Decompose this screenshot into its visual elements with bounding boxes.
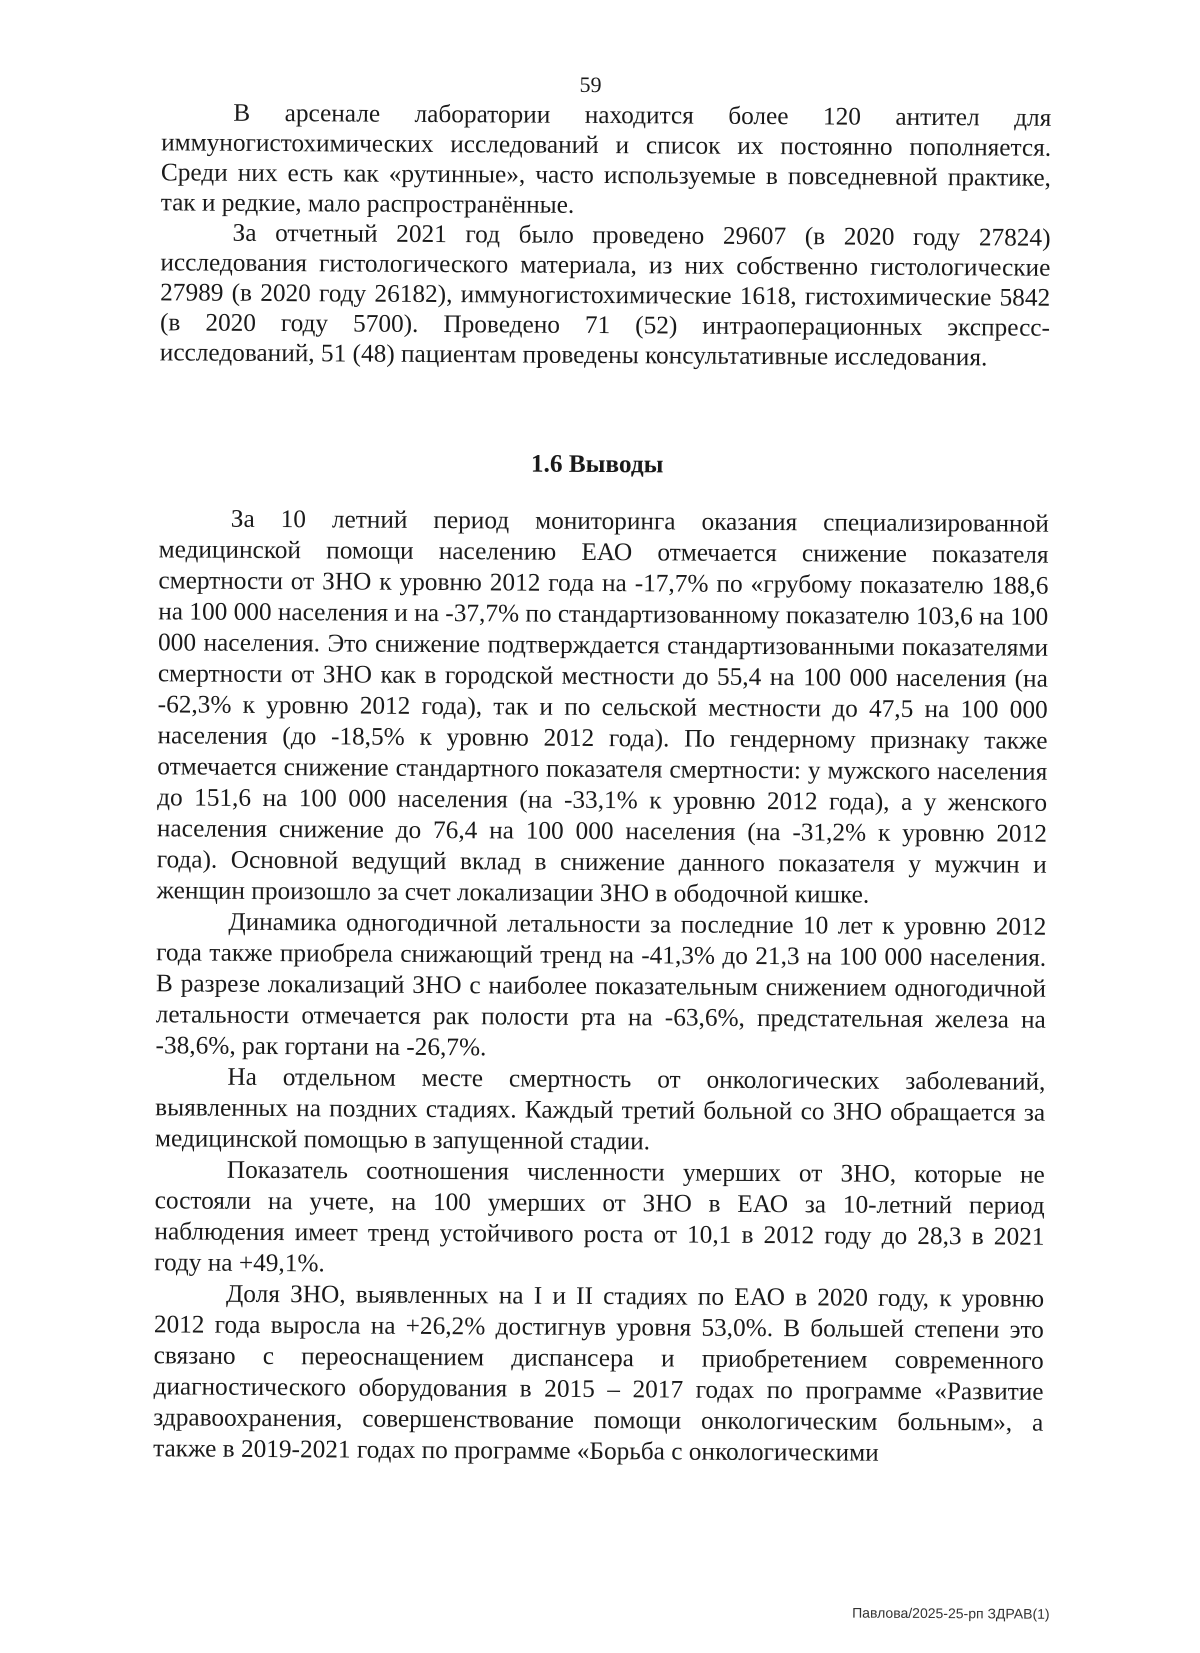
lab-report-text: [160, 97, 1052, 372]
page-number: 59: [579, 71, 602, 98]
paragraph-early-detection: Доля ЗНО, выявленных на I и II стадиях по ЕАО в 2020 году, к уровню 2012 года выросла на +26,2% достигнув уровня 53,0%. В большей степени это связано с переоснащением диспансера и приобретением современного диагностического оборудования в 2015 – 2017 годах по программе «Развитие здравоохранения, совершенствование помощи онкологическим больным», а также в 2019-2021 годах по программе «Борьба с онкологическими: [153, 1279, 1045, 1467]
paragraph-mortality: За 10 летний период мониторинга оказания специализированной медицинской помощи населению ЕАО отмечается снижение показателя смертности от ЗНО к уровню 2012 года на -17,7% по «грубому показателю 188,6 на 100 000 населения и на -37,7% по стандартизованному показателю 103,6 на 100 000 населения. Это снижение подтверждается стандартизованными показателями смертности от ЗНО как в городской местности до 55,4 на 100 000 населения (на -62,3% к уровню 2012 года), так и по сельской местности до 47,5 на 100 000 населения (до -18,5% к уровню 2012 года). По гендерному признаку также отмечается снижение стандартного показателя смертности: у мужского населения до 151,6 на 100 000 населения (на -33,1% к уровню 2012 года), а у женского населения снижение до 76,4 на 100 000 населения (на -31,2% к уровню 2012 года). Основной ведущий вклад в снижение данного показателя у мужчин и женщин произошло за счет локализации ЗНО в ободочной кишке.: [156, 504, 1049, 909]
document-footer-code: Павлова/2025-25-рп ЗДРАВ(1): [852, 1604, 1050, 1622]
conclusions-text: [153, 503, 1049, 1469]
section-heading: 1.6 Выводы: [530, 449, 664, 479]
paragraph-late-stages: На отдельном месте смертность от онкологических заболеваний, выявленных на поздних стадиях. Каждый третий больной со ЗНО обращается за медицинской помощью в запущенной стадии.: [154, 1062, 1046, 1156]
paragraph-antibodies: В арсенале лаборатории находится более 120 антител для иммуногистохимических исследований и список их постоянно пополняется. Среди них есть как «рутинные», часто используемые в повседневной практике, так и редкие, мало распространённые.: [160, 98, 1052, 219]
paragraph-one-year-lethality: Динамика одногодичной летальности за последние 10 лет к уровню 2012 года также приобрела снижающий тренд на -41,3% до 21,3 на 100 000 населения. В разрезе локализаций ЗНО с наиболее показательным снижением одногодичной летальности отмечается рак полости рта на -63,6%, предстательная железа на -38,6%, рак гортани на -26,7%.: [155, 907, 1047, 1062]
paragraph-unregistered-deaths: Показатель соотношения численности умерших от ЗНО, которые не состояли на учете, на 100 умерших от ЗНО в ЕАО за 10-летний период наблюдения имеет тренд устойчивого роста от 10,1 в 2012 году до 28,3 в 2021 году на +49,1%.: [154, 1155, 1045, 1278]
paragraph-histology-stats: За отчетный 2021 год было проведено 29607 (в 2020 году 27824) исследования гистологического материала, из них собственно гистологические 27989 (в 2020 году 26182), иммуногистохимические 1618, гистохимические 5842 (в 2020 году 5700). Проведено 71 (52) интраоперационных экспресс-исследований, 51 (48) пациентам проведены консультативные исследования.: [159, 218, 1051, 372]
